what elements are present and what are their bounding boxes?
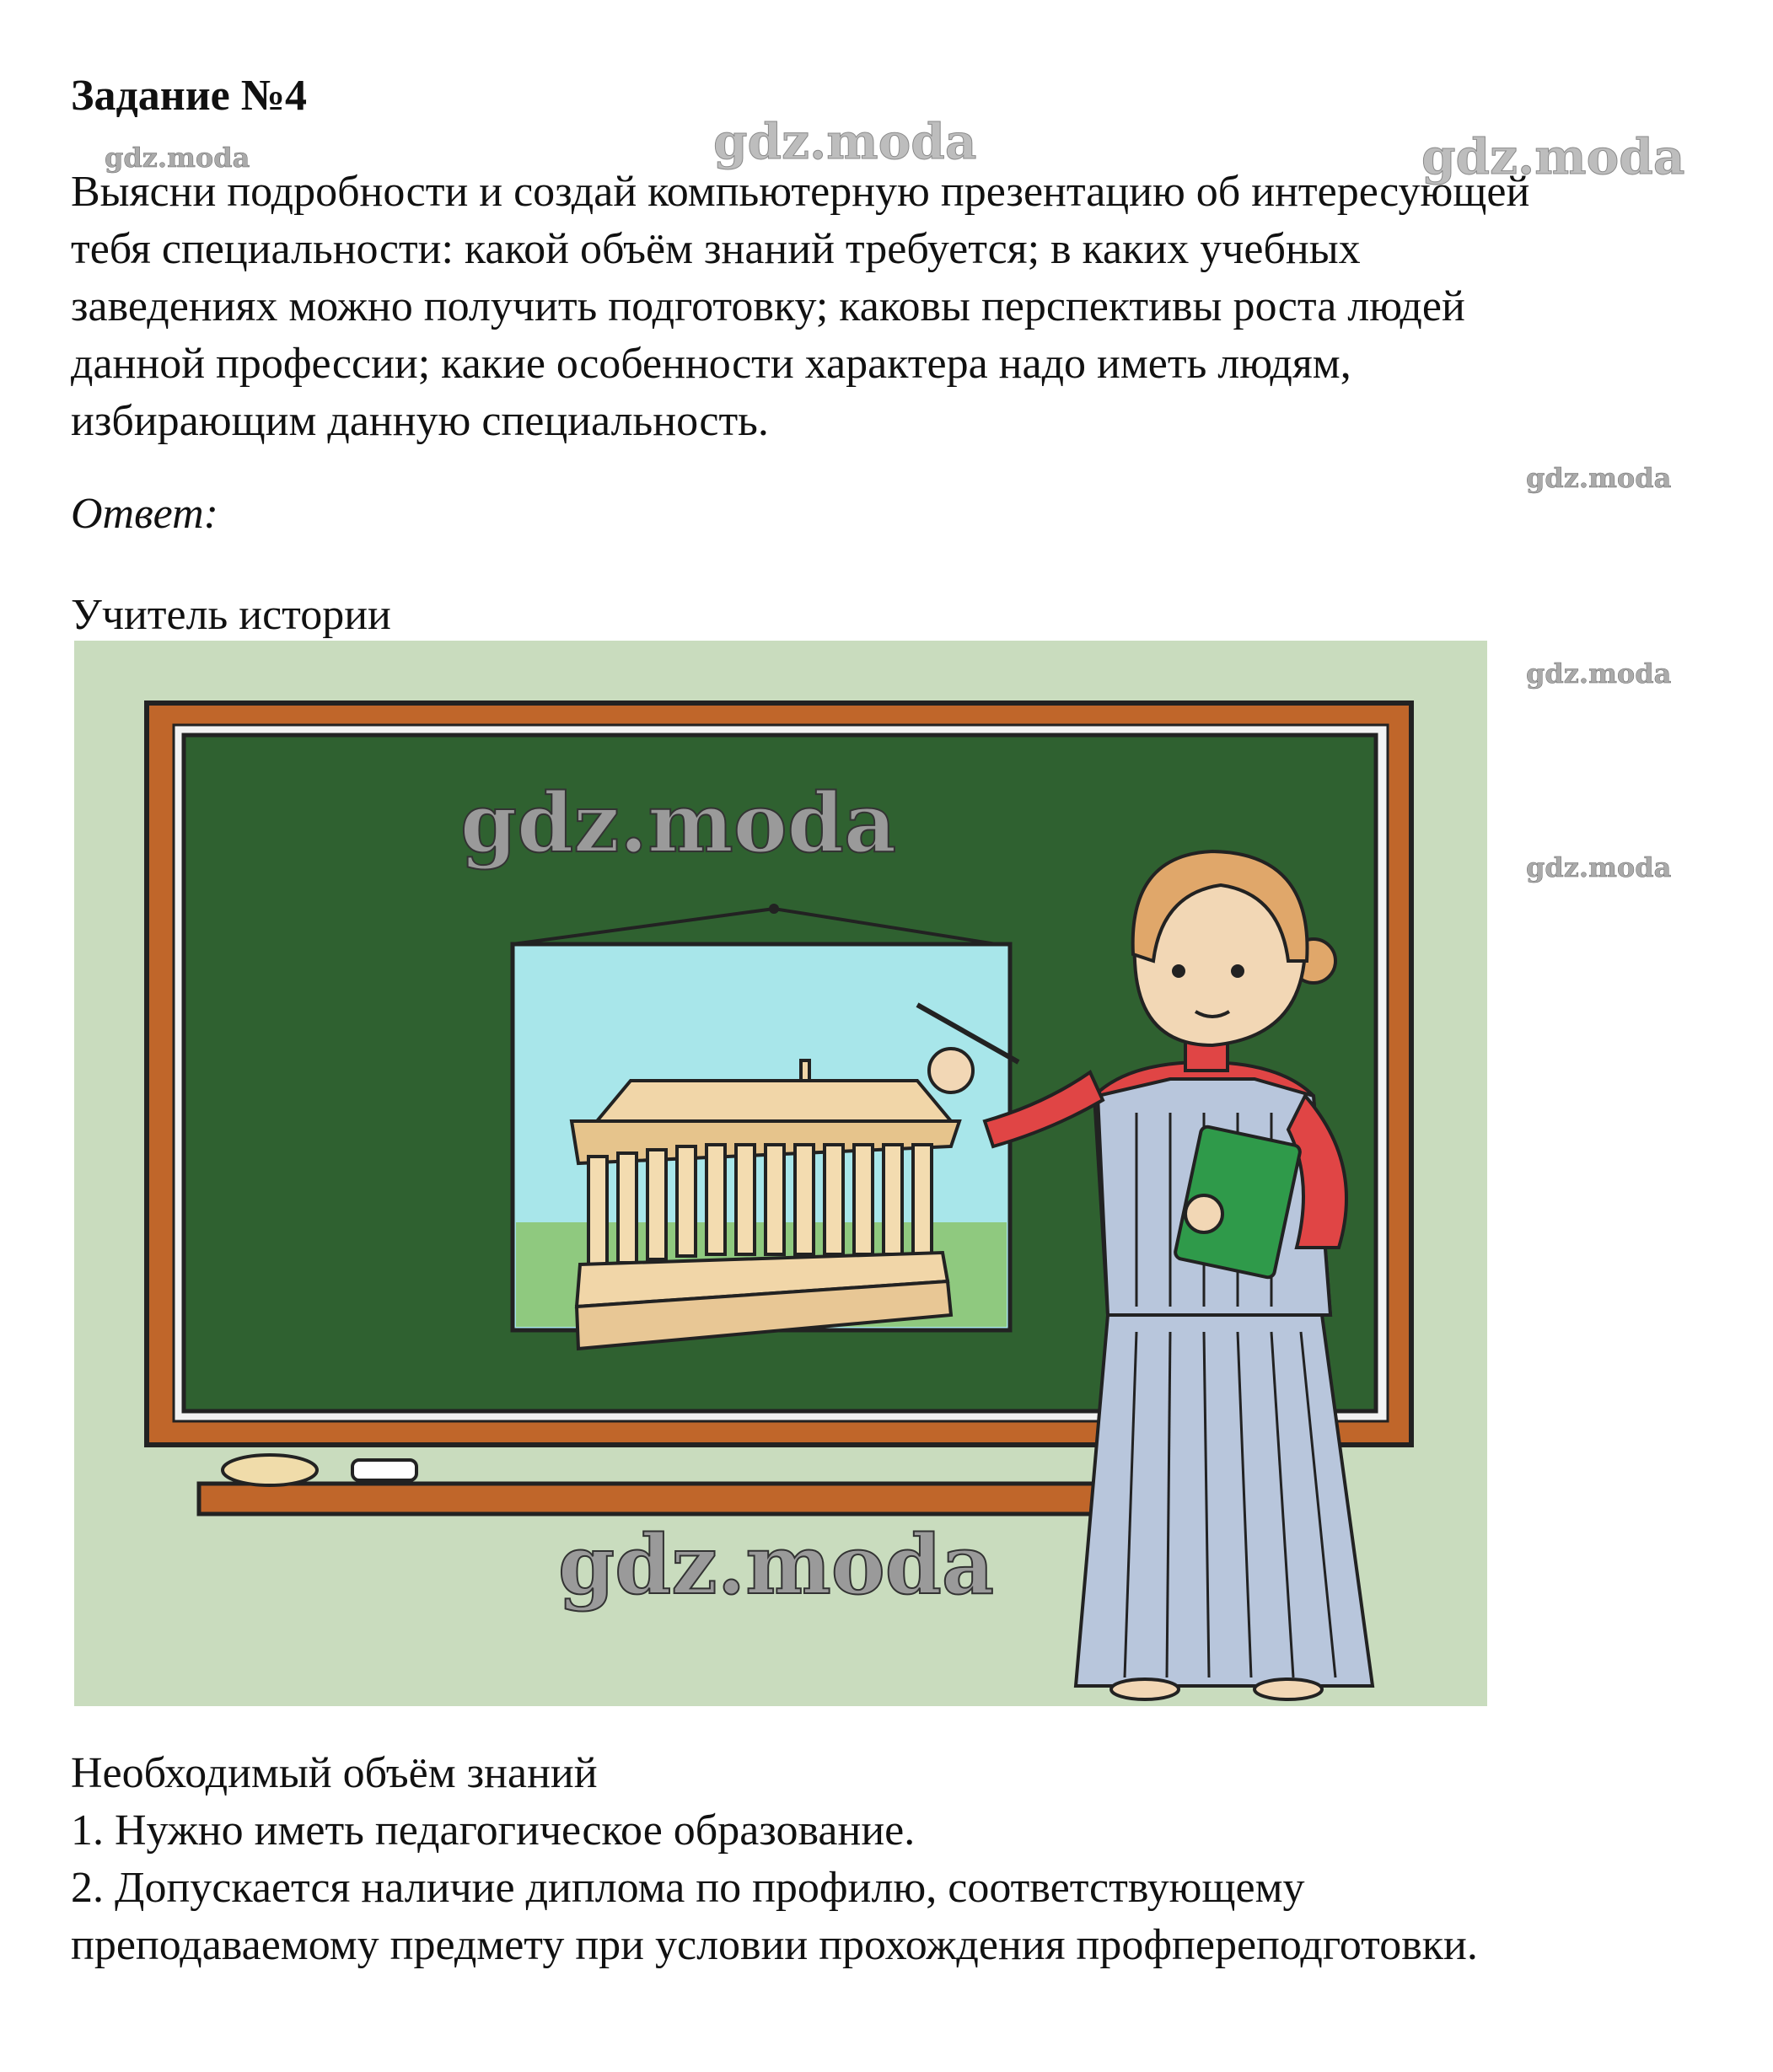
chalk bbox=[352, 1460, 416, 1480]
task-text-line: тебя специальности: какой объём знаний требуется; в каких учебных bbox=[71, 225, 1361, 273]
knowledge-heading: Необходимый объём знаний bbox=[71, 1749, 598, 1797]
parthenon-drawing bbox=[572, 1060, 959, 1349]
watermark: gdz.moda bbox=[1421, 128, 1685, 185]
task-text-line: данной профессии; какие особенности характера надо иметь людям, bbox=[71, 340, 1351, 388]
task-text-line: избирающим данную специальность. bbox=[71, 397, 769, 445]
list-item: преподаваемому предмету при условии прохождения профпереподготовки. bbox=[71, 1921, 1478, 1969]
list-item: 2. Допускается наличие диплома по профилю, соответствующему bbox=[71, 1864, 1305, 1912]
list-item: 1. Нужно иметь педагогическое образование. bbox=[71, 1806, 916, 1855]
task-text bbox=[71, 164, 1757, 450]
watermark: gdz.moda bbox=[1526, 658, 1672, 690]
profession-title: Учитель истории bbox=[71, 591, 391, 639]
watermark: gdz.moda bbox=[1526, 462, 1672, 494]
answer-label: Ответ: bbox=[71, 490, 218, 538]
task-text-line: Выясни подробности и создай компьютерную презентацию об интересующей bbox=[71, 168, 1530, 216]
watermark: gdz.moda bbox=[558, 1517, 995, 1613]
task-title: Задание №4 bbox=[71, 72, 308, 120]
watermark: gdz.moda bbox=[1526, 851, 1672, 883]
watermark: gdz.moda bbox=[460, 776, 897, 871]
sponge bbox=[223, 1455, 317, 1485]
watermark: gdz.moda bbox=[105, 142, 250, 174]
task-text-line: заведениях можно получить подготовку; каковы перспективы роста людей bbox=[71, 282, 1465, 330]
watermark: gdz.moda bbox=[713, 113, 977, 170]
knowledge-list bbox=[71, 1802, 1478, 1974]
